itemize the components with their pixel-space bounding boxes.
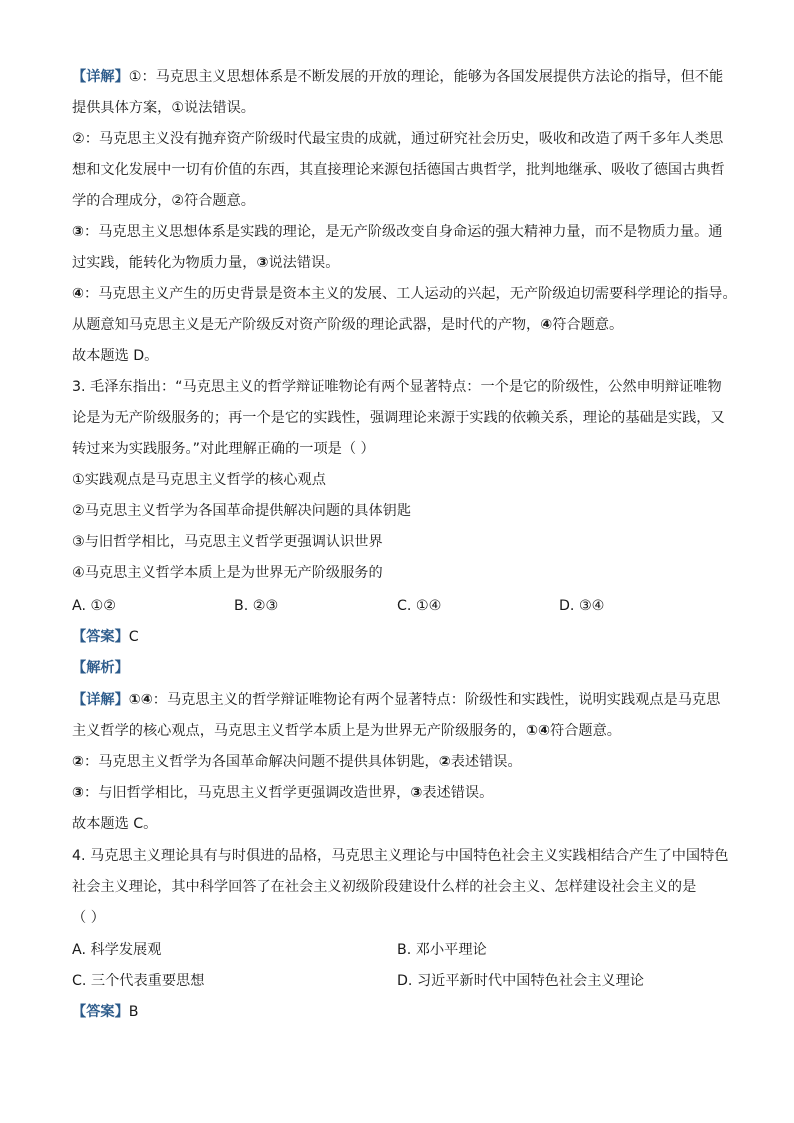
q3-detail-line-4: ③：与旧哲学相比，马克思主义哲学更强调改造世界，③表述错误。 <box>72 785 494 801</box>
q2-conclusion: 故本题选 D。 <box>72 348 159 364</box>
q4-stem-line-2: 社会主义理论，其中科学回答了在社会主义初级阶段建设什么样的社会主义、怎样建设社会主义的是 <box>72 879 697 895</box>
answer-tag: 【答案】 <box>72 629 129 645</box>
q2-detail-line-9: 从题意知马克思主义是无产阶级反对资产阶级的理论武器，是时代的产物，④符合题意。 <box>72 317 624 333</box>
q2-detail-line-5: 学的合理成分，②符合题意。 <box>72 193 255 209</box>
q3-option-b: B. ②③ <box>234 598 279 614</box>
answer-value: B <box>128 1004 139 1020</box>
q4-option-a: A. 科学发展观 <box>72 942 162 958</box>
q2-detail-line-4: 想和文化发展中一切有价值的东西，其直接理论来源包括德国古典哲学，批判地继承、吸收了德国古典哲 <box>72 162 725 178</box>
q3-statement-1: ①实践观点是马克思主义哲学的核心观点 <box>72 472 326 488</box>
q2-detail-line-2: 提供具体方案，①说法错误。 <box>72 100 255 116</box>
q2-detail-line-8: ④：马克思主义产生的历史背景是资本主义的发展、工人运动的兴起，无产阶级迫切需要科学理论的指导。 <box>72 286 737 302</box>
answer-value: C <box>128 629 139 645</box>
q3-conclusion: 故本题选 C。 <box>72 816 158 832</box>
q3-analysis-heading: 【解析】 <box>72 660 129 676</box>
q3-option-d: D. ③④ <box>559 598 605 614</box>
q3-stem-line-3: 转过来为实践服务。”对此理解正确的一项是（ ） <box>72 441 375 457</box>
q3-option-c: C. ①④ <box>397 598 442 614</box>
q3-stem-line-1: 3. 毛泽东指出：“马克思主义的哲学辩证唯物论有两个显著特点：一个是它的阶级性，公然申明辩证唯物 <box>72 379 722 395</box>
q4-answer <box>72 1002 738 1022</box>
q3-answer <box>72 627 738 647</box>
q4-stem-line-1: 4. 马克思主义理论具有与时俱进的品格，马克思主义理论与中国特色社会主义实践相结合产生了中国特色 <box>72 848 729 864</box>
q4-option-b: B. 邓小平理论 <box>397 942 487 958</box>
detail-tag: 【详解】 <box>72 69 129 85</box>
q3-option-a: A. ①② <box>72 598 116 614</box>
q4-option-c: C. 三个代表重要思想 <box>72 973 205 989</box>
q3-stem-line-2: 论是为无产阶级服务的；再一个是它的实践性，强调理论来源于实践的依赖关系，理论的基础是实践，又 <box>72 410 725 426</box>
q4-option-d: D. 习近平新时代中国特色社会主义理论 <box>397 973 644 989</box>
q3-statement-4: ④马克思主义哲学本质上是为世界无产阶级服务的 <box>72 565 383 581</box>
answer-tag: 【答案】 <box>72 1004 129 1020</box>
q3-detail-line-2: 主义哲学的核心观点，马克思主义哲学本质上是为世界无产阶级服务的，①④符合题意。 <box>72 723 621 739</box>
q2-detail-line-3: ②：马克思主义没有抛弃资产阶级时代最宝贵的成就，通过研究社会历史，吸收和改造了两千多年人类思 <box>72 131 724 147</box>
q2-detail-line-7: 过实践，能转化为物质力量，③说法错误。 <box>72 255 340 271</box>
q3-statement-2: ②马克思主义哲学为各国革命提供解决问题的具体钥匙 <box>72 503 412 519</box>
q2-detail-line-1: 【详解】①：马克思主义思想体系是不断发展的开放的理论，能够为各国发展提供方法论的指导，但不能 <box>72 69 724 85</box>
q3-detail-line-1: 【详解】①④：马克思主义的哲学辩证唯物论有两个显著特点：阶级性和实践性，说明实践观点是马克思 <box>72 692 721 708</box>
q3-detail-line-3: ②：马克思主义哲学为各国革命解决问题不提供具体钥匙，②表述错误。 <box>72 754 522 770</box>
q3-statement-3: ③与旧哲学相比，马克思主义哲学更强调认识世界 <box>72 534 383 550</box>
q4-stem-line-3: （ ） <box>72 910 105 926</box>
q2-detail-line-6: ③：马克思主义思想体系是实践的理论，是无产阶级改变自身命运的强大精神力量，而不是物质力量。通 <box>72 224 723 240</box>
